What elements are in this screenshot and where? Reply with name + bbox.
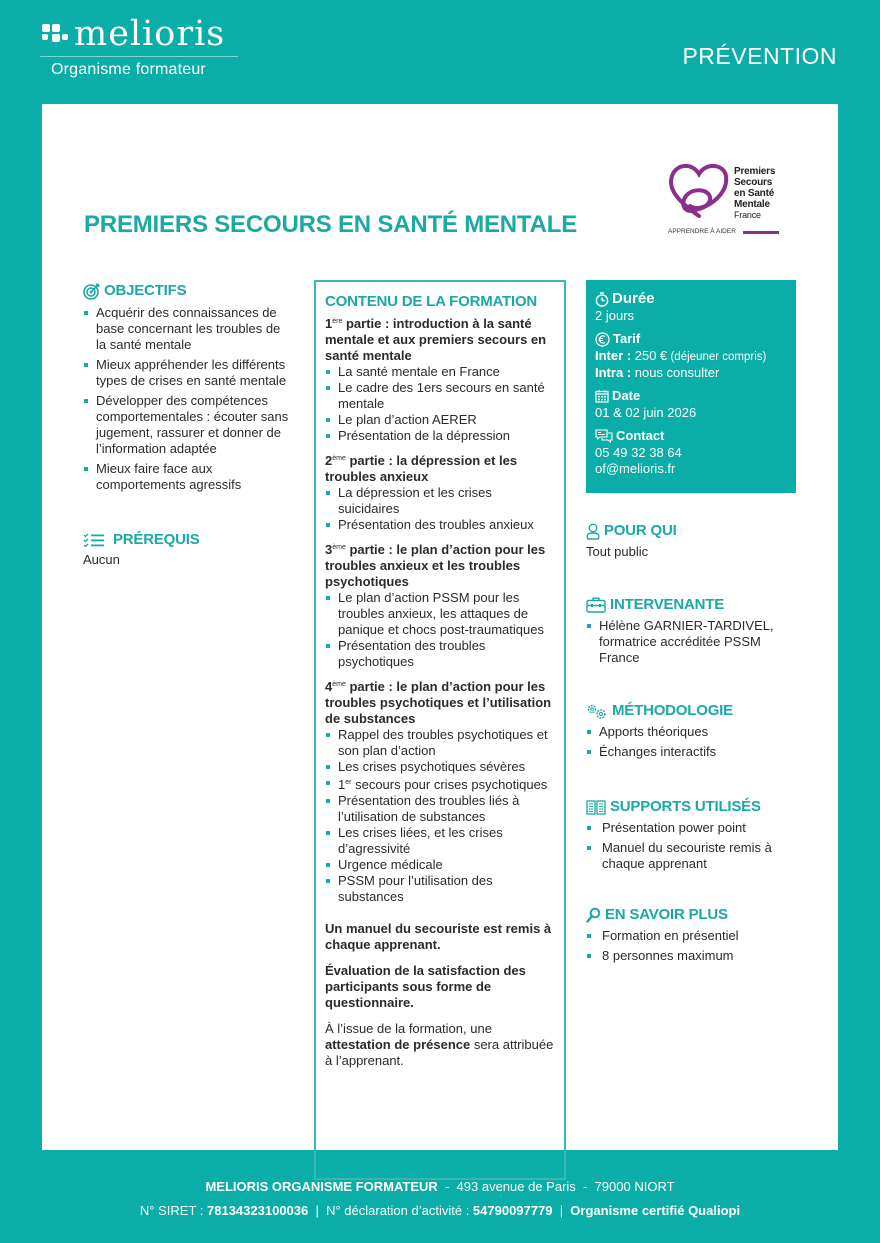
list-item: Présentation de la dépression (325, 428, 555, 444)
duree-value: 2 jours (595, 308, 635, 323)
list-item: Présentation power point (586, 820, 801, 836)
chat-icon (595, 429, 613, 443)
en-savoir-plus-section (586, 906, 801, 968)
methodologie-heading: MÉTHODOLOGIE (586, 702, 801, 720)
list-item: Développer des compétences comportementales : écouter sans jugement, rassurer et donner de l’information adaptée (83, 393, 293, 457)
gears-icon (586, 703, 608, 719)
list-item: 8 personnes maximum (586, 948, 801, 964)
list-item: Les crises psychotiques sévères (325, 759, 555, 775)
part-1-list (325, 364, 555, 444)
brand-divider (40, 56, 238, 57)
tarif-intra: Intra : nous consulter (595, 365, 720, 380)
list-item: La santé mentale en France (325, 364, 555, 380)
pssm-tagline-bar (743, 231, 779, 234)
evaluation-note: Évaluation de la satisfaction des participants sous forme de questionnaire. (325, 963, 526, 1010)
tarif-heading: Tarif (595, 330, 787, 348)
info-box (586, 280, 796, 493)
brand-subtitle: Organisme formateur (51, 61, 206, 78)
supports-heading: SUPPORTS UTILISÉS (586, 798, 801, 816)
list-item: Présentation des troubles anxieux (325, 517, 555, 533)
euro-icon (595, 332, 610, 347)
category-label: PRÉVENTION (682, 43, 837, 69)
part-2-list (325, 485, 555, 533)
list-item: Manuel du secouriste remis à chaque apprenant (586, 840, 801, 872)
briefcase-icon (586, 597, 606, 613)
part-title-1: 1ère partie : introduction à la santé mentale et aux premiers secours en santé mentale (325, 316, 547, 363)
pssm-logo (666, 160, 786, 240)
list-item: Présentation des troubles psychotiques (325, 638, 555, 670)
footer-address: MELIORIS ORGANISME FORMATEUR - 493 avenue de Paris - 79000 NIORT (205, 1179, 675, 1194)
heart-logo-icon (666, 160, 732, 222)
content-card (42, 104, 838, 1150)
tarif-inter: Inter : 250 € (déjeuner compris) (595, 348, 767, 363)
calendar-icon (595, 389, 609, 403)
list-item: Présentation des troubles liés à l’utilisation de substances (325, 793, 555, 825)
list-item: Le plan d’action AERER (325, 412, 555, 428)
contenu-box (314, 280, 566, 1180)
brand-name: melioris (74, 14, 226, 54)
target-icon (83, 283, 100, 300)
part-title-2: 2ème partie : la dépression et les troubles anxieux (325, 453, 518, 484)
date-value: 01 & 02 juin 2026 (595, 405, 697, 420)
list-item: La dépression et les crises suicidaires (325, 485, 555, 517)
footer-legal: N° SIRET : 78134323100036 | N° déclaration d’activité : 54790097779 | Organisme certifié Qualiopi (139, 1203, 741, 1218)
supports-section (586, 798, 801, 876)
list-item: Mieux appréhender les différents types de crises en santé mentale (83, 357, 293, 389)
objectifs-heading: OBJECTIFS (83, 282, 293, 300)
list-item: Apports théoriques (586, 724, 801, 740)
list-item: Rappel des troubles psychotiques et son plan d’action (325, 727, 555, 759)
magnifier-icon (586, 907, 601, 923)
contact-phone[interactable]: 05 49 32 38 64 (595, 445, 682, 460)
objectifs-list (83, 305, 293, 493)
list-item: Hélène GARNIER-TARDIVEL, formatrice accréditée PSSM France (586, 618, 801, 666)
pour-qui-text: Tout public (586, 544, 649, 559)
pour-qui-section (586, 522, 801, 560)
person-icon (586, 523, 600, 540)
left-column (83, 282, 293, 568)
duree-heading: Durée (595, 290, 787, 308)
en-savoir-plus-list (586, 928, 801, 964)
list-item: Le cadre des 1ers secours en santé mentale (325, 380, 555, 412)
contact-heading: Contact (595, 427, 787, 445)
methodologie-list (586, 724, 801, 760)
checklist-icon (83, 533, 105, 547)
manual-note: Un manuel du secouriste est remis à chaque apprenant. (325, 921, 552, 952)
date-heading: Date (595, 387, 787, 405)
part-title-3: 3ème partie : le plan d’action pour les troubles anxieux et les troubles psychotiques (325, 542, 546, 589)
pour-qui-heading: POUR QUI (586, 522, 801, 540)
contact-email[interactable]: of@melioris.fr (595, 461, 676, 476)
intervenante-list (586, 618, 801, 666)
supports-list (586, 820, 801, 872)
part-4-list (325, 727, 555, 905)
list-item: Le plan d’action PSSM pour les troubles anxieux, les attaques de panique et chocs post-traumatiques (325, 590, 555, 638)
list-item: Les crises liées, et les crises d’agressivité (325, 825, 555, 857)
intervenante-section (586, 596, 801, 670)
book-icon (586, 800, 606, 815)
list-item: Urgence médicale (325, 857, 555, 873)
attestation-note: À l’issue de la formation, une attestation de présence sera attribuée à l’apprenant. (325, 1021, 554, 1068)
part-title-4: 4ème partie : le plan d’action pour les troubles psychotiques et l’utilisation de substances (325, 679, 552, 726)
list-item: 1er secours pour crises psychotiques (325, 775, 555, 793)
melioris-logo-icon (40, 20, 68, 48)
list-item: Mieux faire face aux comportements agressifs (83, 461, 293, 493)
methodologie-section (586, 702, 801, 764)
list-item: Échanges interactifs (586, 744, 801, 760)
list-item: Acquérir des connaissances de base concernant les troubles de la santé mentale (83, 305, 293, 353)
part-3-list (325, 590, 555, 670)
page-title: PREMIERS SECOURS EN SANTÉ MENTALE (84, 211, 578, 238)
prerequis-text: Aucun (83, 552, 120, 567)
en-savoir-plus-heading: EN SAVOIR PLUS (586, 906, 801, 924)
contenu-heading: CONTENU DE LA FORMATION (325, 293, 538, 310)
stopwatch-icon (595, 292, 609, 307)
prerequis-heading: PRÉREQUIS (83, 531, 293, 549)
pssm-tagline: APPRENDRE À AIDER (668, 228, 736, 235)
pssm-logo-text: Premiers Secours en Santé Mentale France (734, 166, 776, 220)
intervenante-heading: INTERVENANTE (586, 596, 801, 614)
brand-logo (40, 16, 240, 79)
list-item: PSSM pour l’utilisation des substances (325, 873, 555, 905)
list-item: Formation en présentiel (586, 928, 801, 944)
